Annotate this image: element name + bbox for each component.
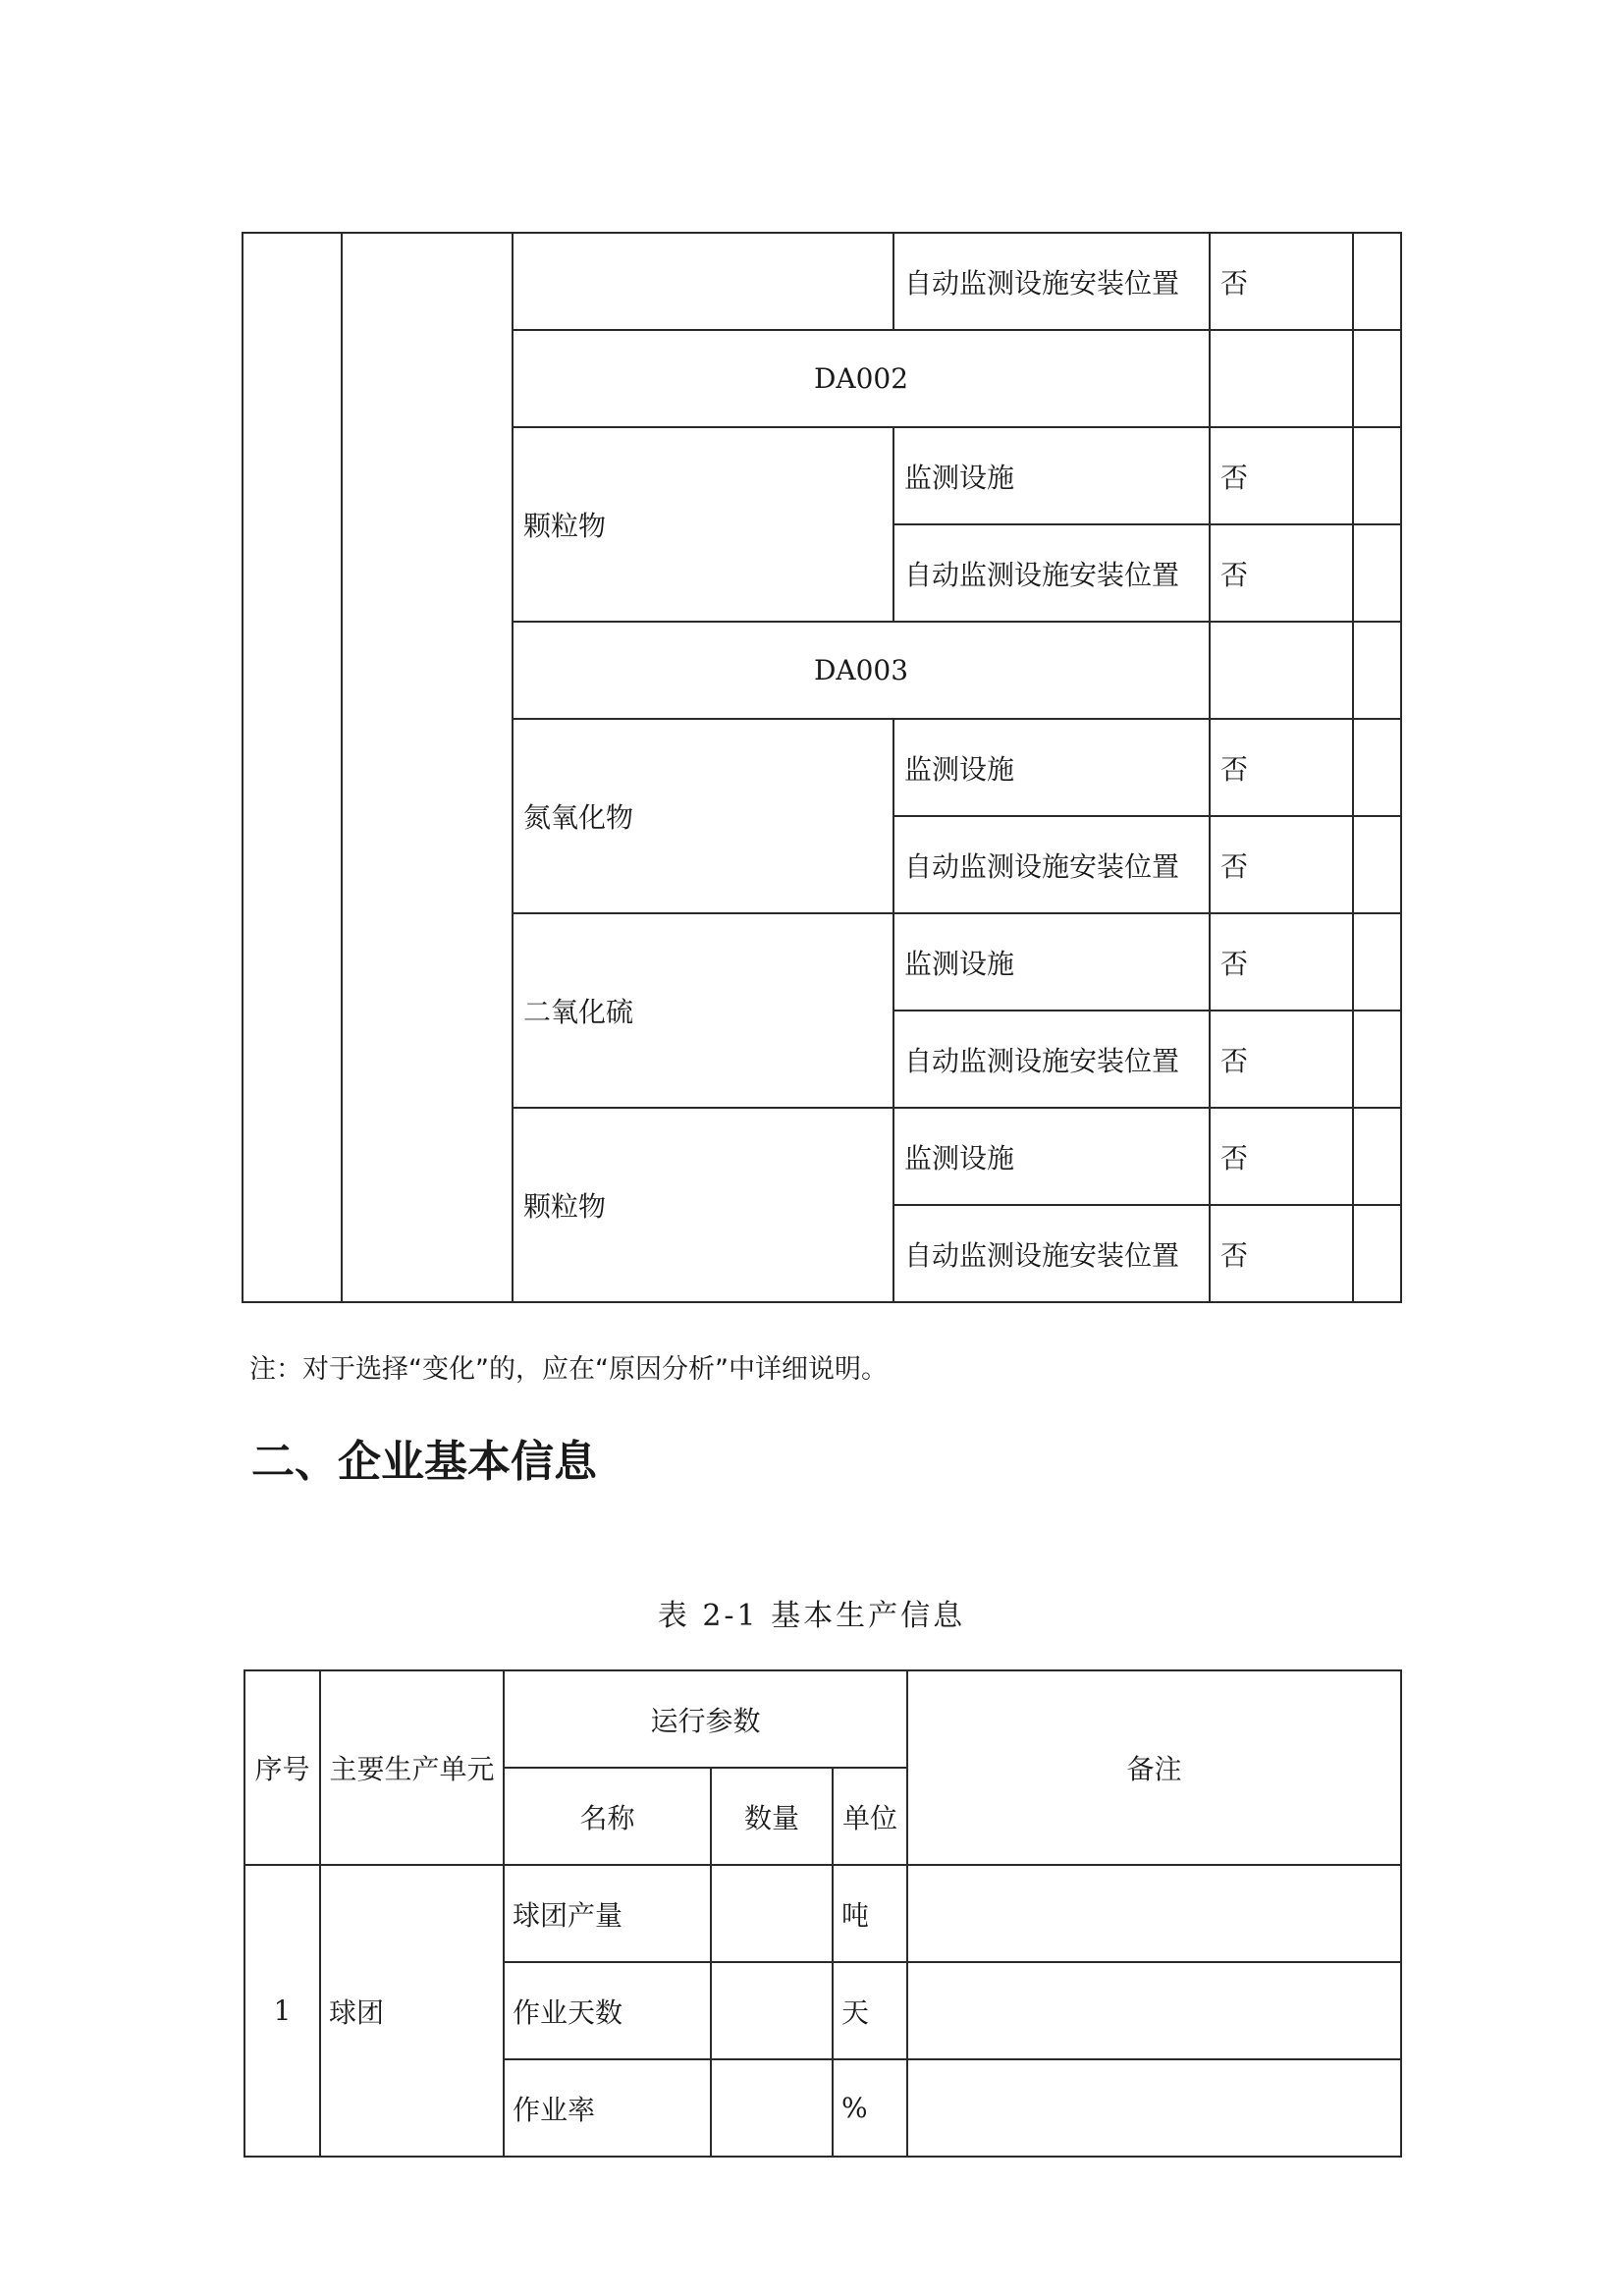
empty-cell (243, 233, 342, 1302)
monitor-item: 监测设施 (893, 913, 1210, 1011)
monitor-item: 自动监测设施安装位置 (893, 233, 1210, 330)
empty-cell (1353, 1011, 1401, 1108)
monitoring-table (242, 232, 1402, 1303)
monitor-item: 监测设施 (893, 1108, 1210, 1205)
empty-cell (1353, 1108, 1401, 1205)
monitor-item: 监测设施 (893, 719, 1210, 816)
empty-cell (1353, 427, 1401, 524)
monitor-value: 否 (1210, 1011, 1353, 1108)
pollutant-name: 二氧化硫 (513, 913, 893, 1108)
monitor-value: 否 (1210, 913, 1353, 1011)
param-uom: 吨 (833, 1865, 907, 1962)
monitor-value: 否 (1210, 524, 1353, 622)
param-remark (907, 1962, 1401, 2059)
empty-cell (342, 233, 513, 1302)
pollutant-name: 颗粒物 (513, 1108, 893, 1302)
pollutant-name: 氮氧化物 (513, 719, 893, 913)
header-uom: 单位 (833, 1768, 907, 1865)
monitor-item: 自动监测设施安装位置 (893, 816, 1210, 913)
param-remark (907, 1865, 1401, 1962)
param-quantity (711, 1865, 833, 1962)
table-caption: 表 2-1 基本生产信息 (657, 1599, 966, 1633)
param-remark (907, 2059, 1401, 2157)
pollutant-name: 颗粒物 (513, 427, 893, 622)
section-heading: 二、企业基本信息 (251, 1437, 597, 1487)
monitor-value: 否 (1210, 816, 1353, 913)
param-name: 球团产量 (504, 1865, 711, 1962)
empty-cell (1353, 816, 1401, 913)
monitor-value: 否 (1210, 1205, 1353, 1302)
empty-cell (513, 233, 893, 330)
empty-cell (1353, 719, 1401, 816)
empty-cell (1353, 622, 1401, 719)
param-name: 作业率 (504, 2059, 711, 2157)
empty-cell (1353, 1205, 1401, 1302)
outlet-id: DA002 (513, 330, 1210, 427)
empty-cell (1210, 622, 1353, 719)
table-note: 注：对于选择“变化”的，应在“原因分析”中详细说明。 (249, 1354, 888, 1385)
row-seq: 1 (244, 1865, 320, 2157)
header-remarks: 备注 (907, 1670, 1401, 1865)
empty-cell (1210, 330, 1353, 427)
monitor-item: 监测设施 (893, 427, 1210, 524)
monitor-item: 自动监测设施安装位置 (893, 1011, 1210, 1108)
monitor-value: 否 (1210, 427, 1353, 524)
header-row (244, 1670, 1401, 1768)
param-name: 作业天数 (504, 1962, 711, 2059)
monitor-item: 自动监测设施安装位置 (893, 1205, 1210, 1302)
empty-cell (1353, 233, 1401, 330)
monitor-value: 否 (1210, 1108, 1353, 1205)
header-seq: 序号 (244, 1670, 320, 1865)
param-uom: 天 (833, 1962, 907, 2059)
table-row (243, 233, 1401, 330)
empty-cell (1353, 330, 1401, 427)
header-name: 名称 (504, 1768, 711, 1865)
table-row (244, 1865, 1401, 1962)
param-quantity (711, 2059, 833, 2157)
monitor-value: 否 (1210, 233, 1353, 330)
monitor-value: 否 (1210, 719, 1353, 816)
param-quantity (711, 1962, 833, 2059)
header-params: 运行参数 (504, 1670, 907, 1768)
production-table (243, 1669, 1402, 2158)
param-uom: % (833, 2059, 907, 2157)
empty-cell (1353, 524, 1401, 622)
empty-cell (1353, 913, 1401, 1011)
outlet-id: DA003 (513, 622, 1210, 719)
header-unit: 主要生产单元 (320, 1670, 504, 1865)
header-quantity: 数量 (711, 1768, 833, 1865)
monitor-item: 自动监测设施安装位置 (893, 524, 1210, 622)
row-unit: 球团 (320, 1865, 504, 2157)
